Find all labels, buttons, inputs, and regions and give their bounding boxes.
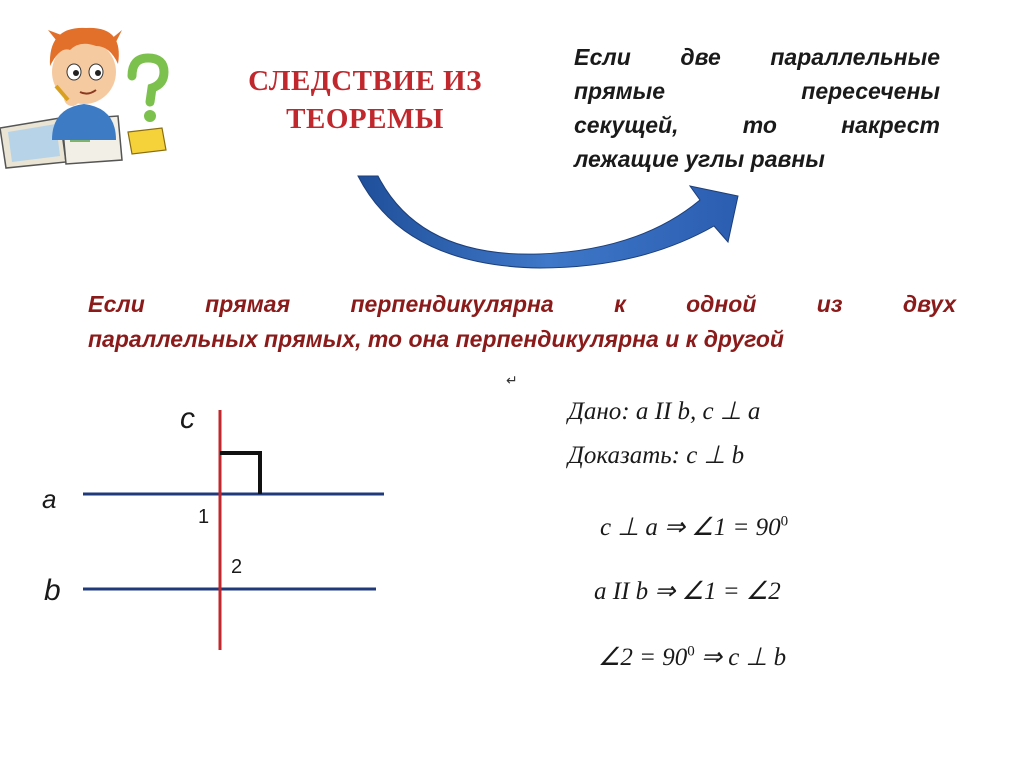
proof-step-1 [600, 512, 788, 542]
angle-label-1: 1 [198, 506, 210, 528]
theorem-line-3: секущей, то накрест [574, 112, 940, 138]
angle-label-2: 2 [231, 556, 243, 578]
step-3-expression: ∠2 = 90 [598, 644, 688, 671]
right-angle-mark [220, 453, 260, 494]
label-c: c [180, 402, 195, 435]
step-3-superscript: 0 [687, 643, 695, 660]
proof-step-3 [598, 642, 786, 672]
given-line [568, 396, 760, 426]
step-1-superscript: 0 [780, 513, 789, 530]
theorem-line-1: Если две параллельные [574, 44, 940, 70]
theorem-line-4: лежащие углы равны [574, 146, 825, 172]
prove-label: Доказать [568, 442, 672, 469]
heading-line-1: СЛЕДСТВИЕ ИЗ [248, 65, 482, 97]
corollary-line-2: параллельных прямых, то она перпендикулярна и к другой [88, 326, 784, 352]
step-3-conclusion: ⇒ c ⊥ b [694, 644, 787, 671]
cursor-mark: ↵ [506, 372, 518, 388]
proof-step-2 [594, 576, 781, 606]
label-b: b [44, 574, 61, 607]
label-a: a [42, 484, 57, 514]
corollary-line-1: Если прямая перпендикулярна к одной из двух [88, 291, 956, 317]
theorem-line-2: прямые пересечены [574, 78, 940, 104]
given-statement: : a II b, c ⊥ a [621, 398, 761, 425]
prove-statement: : c ⊥ b [671, 442, 745, 469]
given-label: Дано [568, 398, 622, 425]
step-2-expression: a II b ⇒ ∠1 = ∠2 [594, 578, 781, 605]
step-1-expression: c ⊥ a ⇒ ∠1 = 90 [600, 514, 781, 541]
prove-line [568, 440, 744, 470]
heading-line-2: ТЕОРЕМЫ [286, 103, 444, 135]
